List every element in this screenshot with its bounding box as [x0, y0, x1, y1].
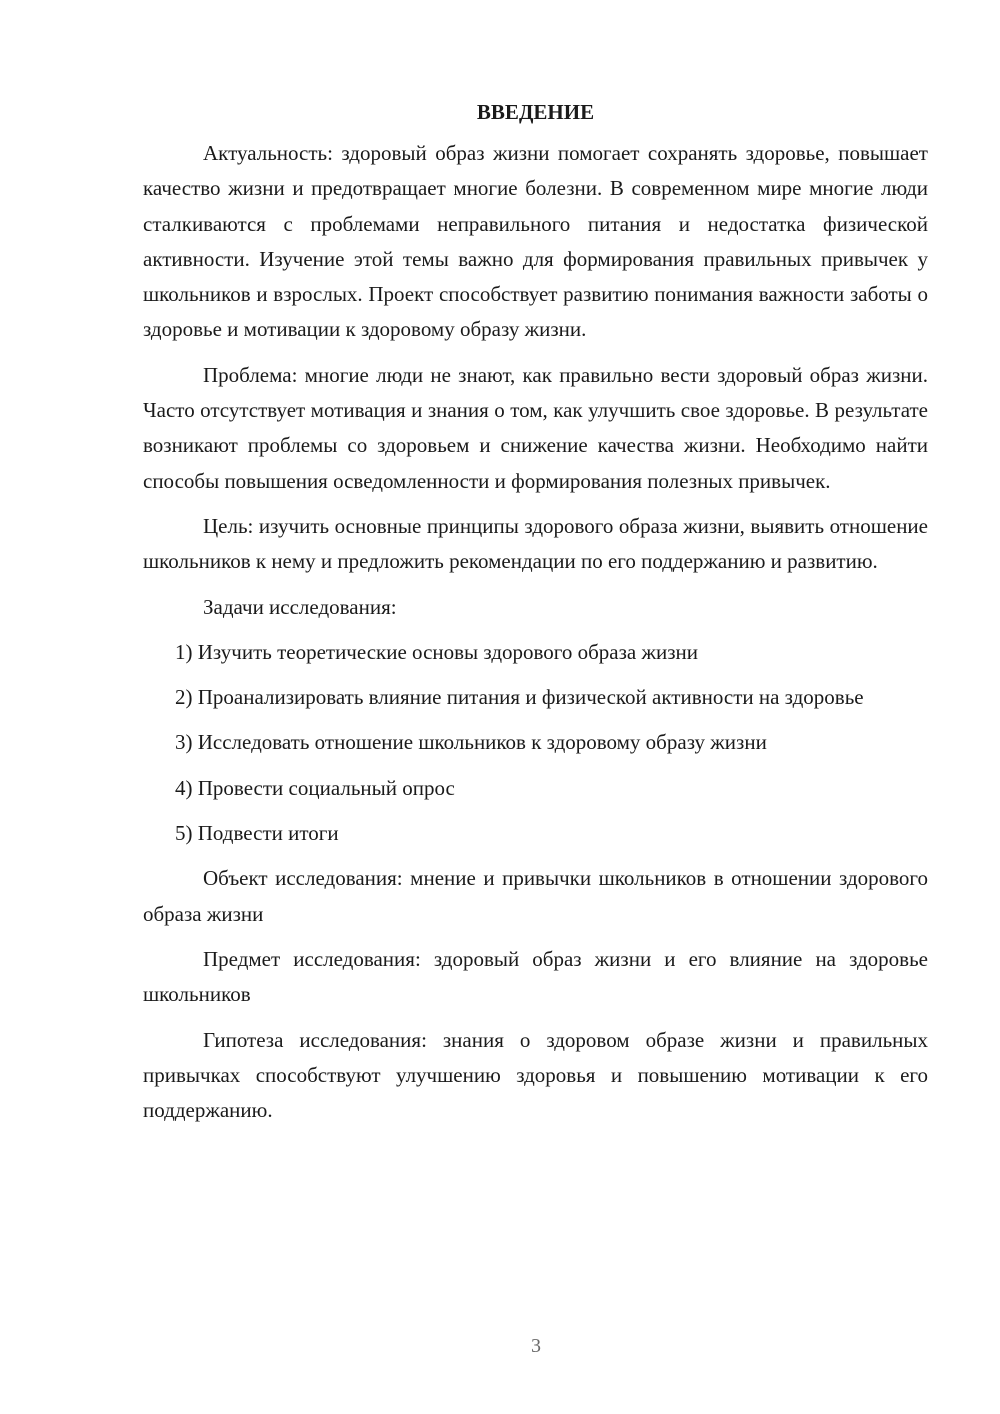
object-paragraph: Объект исследования: мнение и привычки школьников в отношении здорового образа жизни: [143, 866, 928, 926]
page-number: 3: [531, 1335, 541, 1357]
relevance-paragraph: Актуальность: здоровый образ жизни помогает сохранять здоровье, повышает качество жизни и предотвращает многие болезни. В современном мире многие люди сталкиваются с проблемами неправильного питания и недостатка физической активности. Изучение этой темы важно для формирования правильных привычек у школьников и взрослых. Проект способствует развитию понимания важности заботы о здоровье и мотивации к здоровому образу жизни.: [143, 141, 928, 342]
goal-paragraph: Цель: изучить основные принципы здорового образа жизни, выявить отношение школьников к нему и предложить рекомендации по его поддержанию и развитию.: [143, 513, 928, 574]
document-body: [143, 95, 928, 1138]
section-heading: ВВЕДЕНИЕ: [476, 100, 595, 124]
problem-paragraph: Проблема: многие люди не знают, как правильно вести здоровый образ жизни. Часто отсутствует мотивация и знания о том, как улучшить свое здоровье. В результате возникают проблемы со здоровьем и снижение качества жизни. Необходимо найти способы повышения осведомленности и формирования полезных привычек.: [143, 362, 928, 493]
hypothesis-paragraph: Гипотеза исследования: знания о здоровом образе жизни и правильных привычках способствуют улучшению здоровья и повышению мотивации к его поддержанию.: [143, 1027, 928, 1123]
task-item-1: 1) Изучить теоретические основы здорового образа жизни: [175, 639, 699, 664]
task-item-3: 3) Исследовать отношение школьников к здоровому образу жизни: [175, 730, 767, 755]
task-item-2: 2) Проанализировать влияние питания и физической активности на здоровье: [175, 685, 864, 710]
tasks-heading: Задачи исследования:: [203, 594, 397, 619]
task-item-4: 4) Провести социальный опрос: [175, 775, 455, 800]
task-item-5: 5) Подвести итоги: [175, 821, 339, 846]
subject-paragraph: Предмет исследования: здоровый образ жизни и его влияние на здоровье школьников: [143, 946, 928, 1007]
